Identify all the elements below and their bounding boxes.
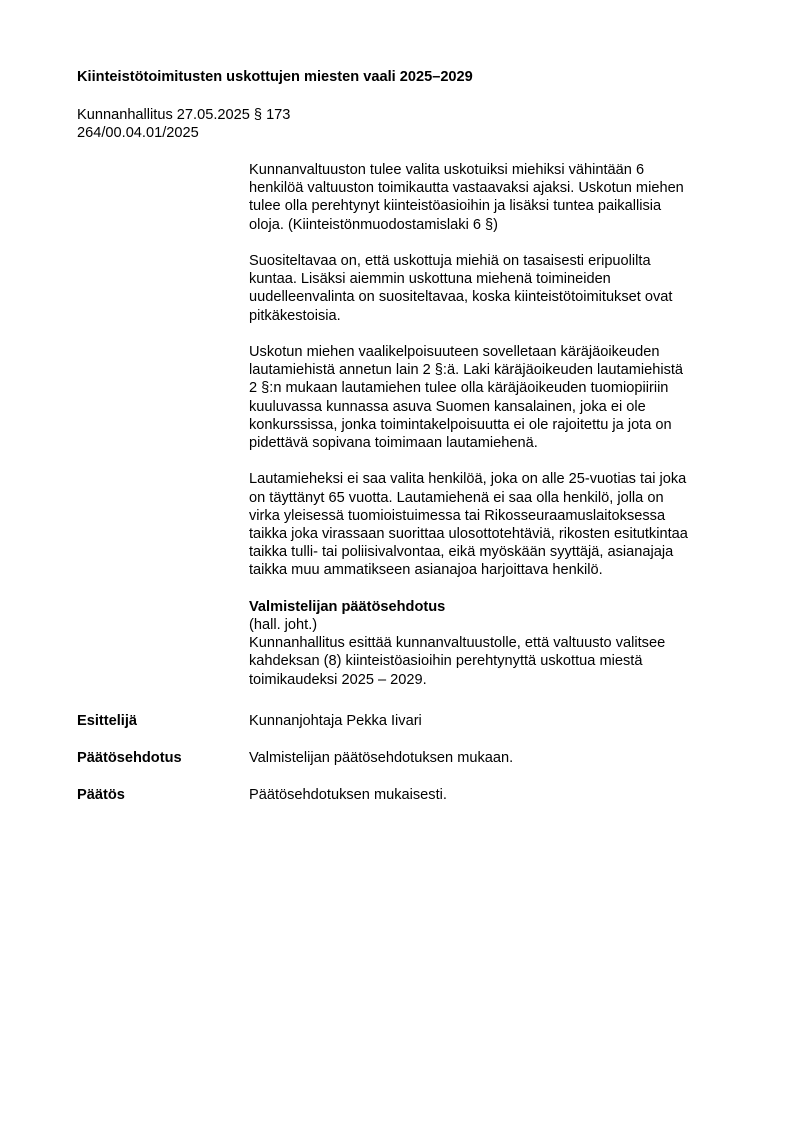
paragraph-line: virka yleisessä tuomioistuimessa tai Rikosseuraamuslaitoksessa [249, 507, 666, 524]
proposal-line: kahdeksan (8) kiinteistöasioihin perehtynyttä uskottua miestä [249, 653, 643, 670]
paragraph-line: kuntaa. Lisäksi aiemmin uskottuna miehenä toimineiden [249, 271, 611, 288]
proposal-heading: Valmistelijan päätösehdotus [249, 598, 446, 615]
proposal-preparer: (hall. joht.) [249, 617, 318, 634]
paragraph [249, 252, 739, 325]
paragraph-line: konkurssissa, jonka toimintakelpoisuutta ei ole rajoitettu ja jota on [249, 416, 672, 433]
paragraph-line: taikka joka virassaan suorittaa ulosottotehtäviä, rikosten esitutkintaa [249, 526, 688, 543]
document-title: Kiinteistötoimitusten uskottujen miesten vaali 2025–2029 [77, 69, 473, 85]
paragraph-line: taikka muu ammatikseen asianajoa harjoittava henkilö. [249, 562, 603, 579]
paragraph-line: lautamiehistä annetun lain 2 §:ä. Laki käräjäoikeuden lautamiehistä [249, 362, 684, 379]
field-label: Esittelijä [77, 713, 138, 729]
paragraph-line: henkilöä valtuuston toimikautta vastaavaksi ajaksi. Uskotun miehen [249, 180, 684, 197]
paragraph-line: on täyttänyt 65 vuotta. Lautamiehenä ei saa olla henkilö, jolla on [249, 489, 664, 506]
paragraph-line: oloja. (Kiinteistönmuodostamislaki 6 §) [249, 216, 499, 233]
record-number: 264/00.04.01/2025 [77, 125, 199, 142]
paragraph-line: Kunnanvaltuuston tulee valita uskotuiksi miehiksi vähintään 6 [249, 162, 645, 178]
proposal-section [249, 598, 739, 689]
paragraph-line: 2 §:n mukaan lautamiehen tulee olla käräjäoikeuden tuomiopiiriin [249, 380, 669, 397]
proposal-line: toimikaudeksi 2025 – 2029. [249, 671, 427, 688]
field-label: Päätösehdotus [77, 750, 182, 766]
field-value: Kunnanjohtaja Pekka Iivari [249, 713, 422, 729]
proposal-line: Kunnanhallitus esittää kunnanvaltuustolle, että valtuusto valitsee [249, 635, 666, 652]
meeting-info: Kunnanhallitus 27.05.2025 § 173 [77, 107, 291, 123]
paragraph-line: tulee olla perehtynyt kiinteistöasioihin ja lisäksi tuntea paikallisia [249, 198, 662, 215]
field-value: Valmistelijan päätösehdotuksen mukaan. [249, 750, 514, 766]
paragraph-line: Suositeltavaa on, että uskottuja miehiä on tasaisesti eripuolilta [249, 253, 651, 269]
field-value: Päätösehdotuksen mukaisesti. [249, 787, 447, 803]
paragraph-line: pidettävä sopivana toimimaan lautamiehenä. [249, 435, 538, 452]
paragraph-line: taikka tulli- tai poliisivalvontaa, eikä myöskään syyttäjä, asianajaja [249, 544, 674, 561]
paragraph [249, 161, 739, 234]
field-label: Päätös [77, 787, 125, 803]
paragraph-line: pitkäkestoisia. [249, 307, 341, 324]
paragraph-line: uudelleenvalinta on suositeltavaa, koska kiinteistötoimitukset ovat [249, 289, 673, 306]
paragraph-line: Lautamieheksi ei saa valita henkilöä, joka on alle 25-vuotias tai joka [249, 471, 687, 488]
paragraph [249, 470, 739, 579]
paragraph-line: kuuluvassa kunnassa asuva Suomen kansalainen, joka ei ole [249, 398, 646, 415]
document-body [249, 161, 739, 707]
document-meta [77, 106, 290, 142]
paragraph [249, 343, 739, 452]
paragraph-line: Uskotun miehen vaalikelpoisuuteen sovelletaan käräjäoikeuden [249, 344, 660, 360]
